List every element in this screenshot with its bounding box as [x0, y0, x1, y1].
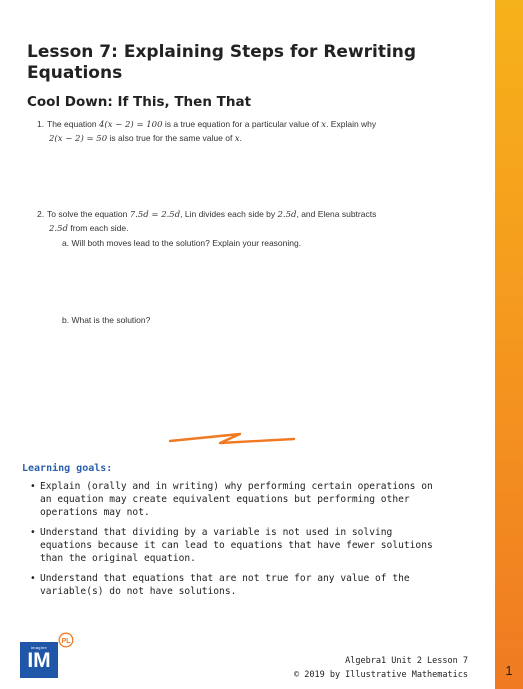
page-number: 1: [505, 663, 513, 678]
math-expression: 7.5d = 2.5d: [129, 210, 181, 220]
math-expression: 4(x − 2) = 100: [98, 120, 163, 130]
question-text: The equation: [47, 119, 99, 129]
question-number: 2.: [37, 209, 45, 219]
question-1: [37, 118, 447, 146]
question-text: .: [239, 133, 242, 143]
question-text: , and Elena subtracts: [296, 209, 377, 219]
question-text: is also true for the same value of: [107, 133, 235, 143]
footer-course: Algebra1 Unit 2 Lesson 7: [345, 656, 468, 666]
pl-badge-icon: [58, 632, 74, 648]
learning-goals-list: [30, 480, 450, 605]
math-expression: 2.5d: [277, 210, 297, 220]
im-logo: [20, 642, 58, 678]
question-2a: a. Will both moves lead to the solution? Explain your reasoning.: [62, 238, 302, 248]
math-expression: 2.5d: [49, 224, 68, 234]
question-2b: b. What is the solution?: [62, 315, 151, 325]
question-text: , Lin divides each side by: [180, 209, 278, 219]
math-variable: x: [234, 134, 240, 144]
svg-text:PL: PL: [61, 638, 71, 645]
question-text: is a true equation for a particular value of: [162, 119, 322, 129]
orange-side-bar: [495, 0, 523, 689]
question-number: 1.: [37, 119, 45, 129]
lesson-title: Lesson 7: Explaining Steps for Rewriting Equations: [27, 42, 417, 83]
logo-big-text: IM: [27, 649, 51, 672]
question-text: from each side.: [67, 223, 129, 233]
question-2: [37, 208, 447, 236]
learning-goals-title: Learning goals:: [22, 463, 113, 474]
learning-goal-item: • Understand that equations that are not true for any value of the variable(s) do not have solutions.: [30, 572, 450, 598]
logo-small-text: imagine: [30, 645, 48, 650]
orange-squiggle-divider: [168, 430, 298, 448]
math-variable: x: [321, 120, 327, 130]
math-expression: 2(x − 2) = 50: [49, 134, 108, 144]
learning-goal-item: • Explain (orally and in writing) why performing certain operations on an equation may create equivalent equations but performing other operations may not.: [30, 480, 450, 519]
question-text: To solve the equation: [47, 209, 130, 219]
learning-goal-item: • Understand that dividing by a variable is not used in solving equations because it can lead to equations that have fewer solutions than the original equation.: [30, 526, 450, 565]
footer-copyright: © 2019 by Illustrative Mathematics: [294, 670, 468, 680]
question-text: . Explain why: [326, 119, 377, 129]
section-title: Cool Down: If This, Then That: [27, 94, 252, 110]
